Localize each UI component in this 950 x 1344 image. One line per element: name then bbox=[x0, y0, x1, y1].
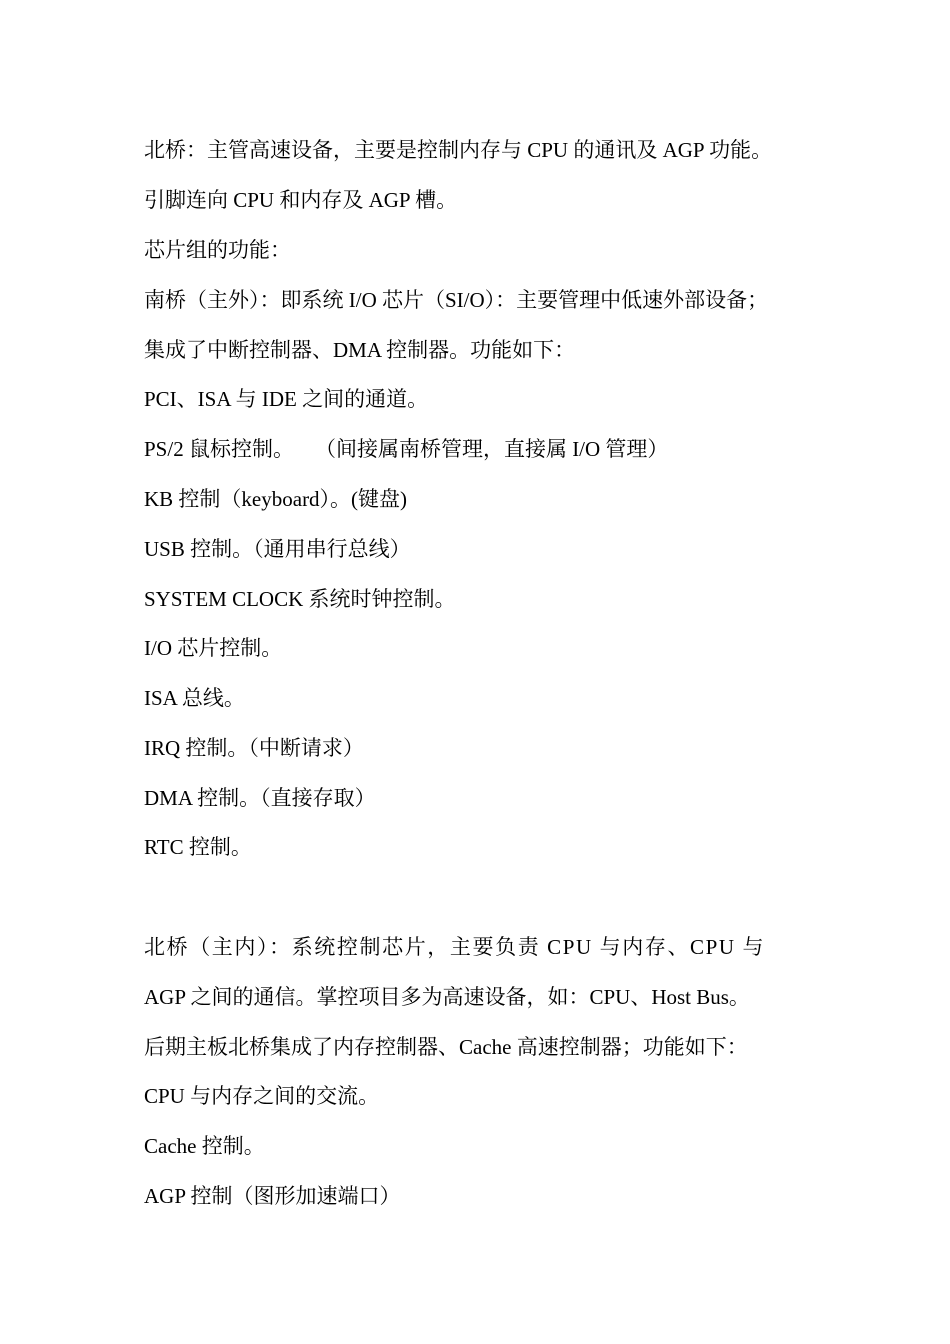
text-line: AGP 控制（图形加速端口） bbox=[144, 1184, 401, 1208]
text-line: SYSTEM CLOCK 系统时钟控制。 bbox=[144, 587, 456, 611]
text-line: CPU 与内存之间的交流。 bbox=[144, 1084, 380, 1108]
text-line: PS/2 鼠标控制。 （间接属南桥管理，直接属 I/O 管理） bbox=[144, 437, 669, 461]
text-line: 引脚连向 CPU 和内存及 AGP 槽。 bbox=[144, 188, 458, 212]
text-line: 北桥：主管高速设备，主要是控制内存与 CPU 的通讯及 AGP 功能。 bbox=[144, 138, 773, 162]
text-line: 后期主板北桥集成了内存控制器、Cache 高速控制器；功能如下： bbox=[144, 1035, 748, 1059]
text-line: KB 控制（keyboard）。(键盘) bbox=[144, 487, 408, 511]
text-line: AGP 之间的通信。掌控项目多为高速设备，如：CPU、Host Bus。 bbox=[144, 985, 750, 1009]
text-line: 北桥（主内）：系统控制芯片，主要负责 CPU 与内存、CPU 与 bbox=[144, 935, 766, 959]
text-line: USB 控制。（通用串行总线） bbox=[144, 537, 411, 561]
text-line: IRQ 控制。（中断请求） bbox=[144, 736, 364, 760]
text-line: ISA 总线。 bbox=[144, 686, 245, 710]
text-line: 芯片组的功能： bbox=[144, 238, 291, 262]
text-line: DMA 控制。（直接存取） bbox=[144, 786, 376, 810]
text-line: Cache 控制。 bbox=[144, 1134, 265, 1158]
text-line: 集成了中断控制器、DMA 控制器。功能如下： bbox=[144, 338, 576, 362]
text-line: 南桥（主外）：即系统 I/O 芯片（SI/O）：主要管理中低速外部设备； bbox=[144, 288, 769, 312]
text-line: PCI、ISA 与 IDE 之间的通道。 bbox=[144, 387, 429, 411]
text-line: I/O 芯片控制。 bbox=[144, 636, 283, 660]
text-line: RTC 控制。 bbox=[144, 835, 252, 859]
